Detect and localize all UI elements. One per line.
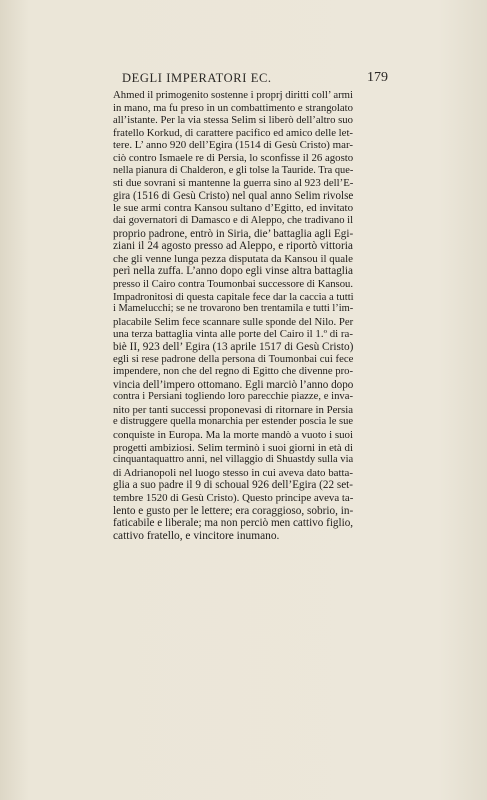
- page-number: 179: [367, 70, 388, 85]
- text-line: cinquantaquattro anni, nel villaggio di Shuastdy sulla via: [113, 454, 354, 466]
- text-line: progetti ambiziosi. Selim terminò i suoi giorni in età di: [113, 441, 353, 454]
- text-line: vincia dell’impero ottomano. Egli marciò l’anno dopo: [113, 378, 354, 391]
- text-line: biè II, 923 dell’ Egira (13 aprile 1517 di Gesù Cristo): [113, 340, 354, 353]
- text-line: lento e gusto per le lettere; era coraggioso, sobrio, in-: [113, 504, 354, 517]
- text-line: ciò contro Ismaele re di Persia, lo sconfisse il 26 agosto: [113, 151, 354, 164]
- text-line: dai governatori di Damasco e di Aleppo, che tradivano il: [113, 214, 354, 226]
- text-line: contra i Persiani togliendo loro parecchie piazze, e inva-: [113, 391, 353, 403]
- text-line: perì nella zuffa. L’anno dopo egli vinse altra battaglia: [113, 265, 353, 278]
- page-header: [90, 71, 388, 87]
- text-line: fratello Korkud, di carattere pacifico ed amico delle let-: [113, 126, 354, 139]
- text-line: glia a suo padre il 9 di schoual 926 dell’Egira (22 set-: [113, 479, 353, 492]
- text-line: placabile Selim fece scannare sulle sponde del Nilo. Per: [113, 315, 354, 328]
- text-line: Impadronitosi di questa capitale fece dar la caccia a tutti: [113, 290, 354, 303]
- text-line: tembre 1520 di Gesù Cristo). Questo principe aveva ta-: [113, 492, 354, 504]
- body-text: [113, 89, 353, 542]
- text-line: che gli venne lunga pezza disputata da Kansou il quale: [113, 252, 353, 265]
- text-line: di Adrianopoli nel luogo stesso in cui aveva dato batta-: [113, 466, 353, 479]
- text-line: in mano, ma fu preso in un combattimento e strangolato: [113, 101, 353, 114]
- text-line: proprio padrone, entrò in Siria, die’ battaglia agli Egi-: [113, 227, 354, 240]
- text-line: le sue armi contra Kansou sultano d’Egitto, ed invitato: [113, 202, 354, 215]
- text-line: i Mamelucchi; se ne trovarono ben trentamila e tutti l’im-: [113, 303, 354, 315]
- text-line: e distruggere quella monarchia per estender poscia le sue: [113, 416, 354, 428]
- text-line: cattivo fratello, e vincitore inumano.: [113, 529, 280, 542]
- running-head: DEGLI IMPERATORI EC.: [122, 71, 272, 85]
- text-line: impendere, non che del regno di Egitto che divenne pro-: [113, 366, 353, 378]
- text-line: nito per tanti successi proponevasi di ritornare in Persia: [113, 403, 353, 416]
- text-line: nella pianura di Chalderon, e gli tolse la Tauride. Tra que-: [113, 164, 354, 176]
- text-line: conquiste in Europa. Ma la morte mandò a vuoto i suoi: [113, 429, 353, 442]
- text-line: ziani il 24 agosto presso ad Aleppo, e riportò vittoria: [113, 240, 353, 253]
- text-line: egli si rese padrone della persona di Toumonbai cui fece: [113, 353, 354, 366]
- text-line: gira (1516 di Gesù Cristo) nel qual anno Selim rivolse: [113, 189, 354, 202]
- text-line: Ahmed il primogenito sostenne i proprj diritti coll’ armi: [113, 89, 353, 101]
- text-line: presso il Cairo contra Toumonbai successore di Kansou.: [113, 277, 354, 290]
- text-line: una terza battaglia vinta alle porte del Cairo il 1.º di ra-: [113, 328, 353, 341]
- text-line: sti due sovrani si mantenne la guerra sino al 923 dell’E-: [113, 177, 354, 190]
- text-line: tere. L’ anno 920 dell’Egira (1514 di Gesù Cristo) mar-: [113, 139, 353, 152]
- text-line: faticabile e liberale; ma non perciò men cattivo figlio,: [113, 517, 354, 530]
- text-line: all’istante. Per la via stessa Selim si liberò dell’altro suo: [113, 114, 353, 127]
